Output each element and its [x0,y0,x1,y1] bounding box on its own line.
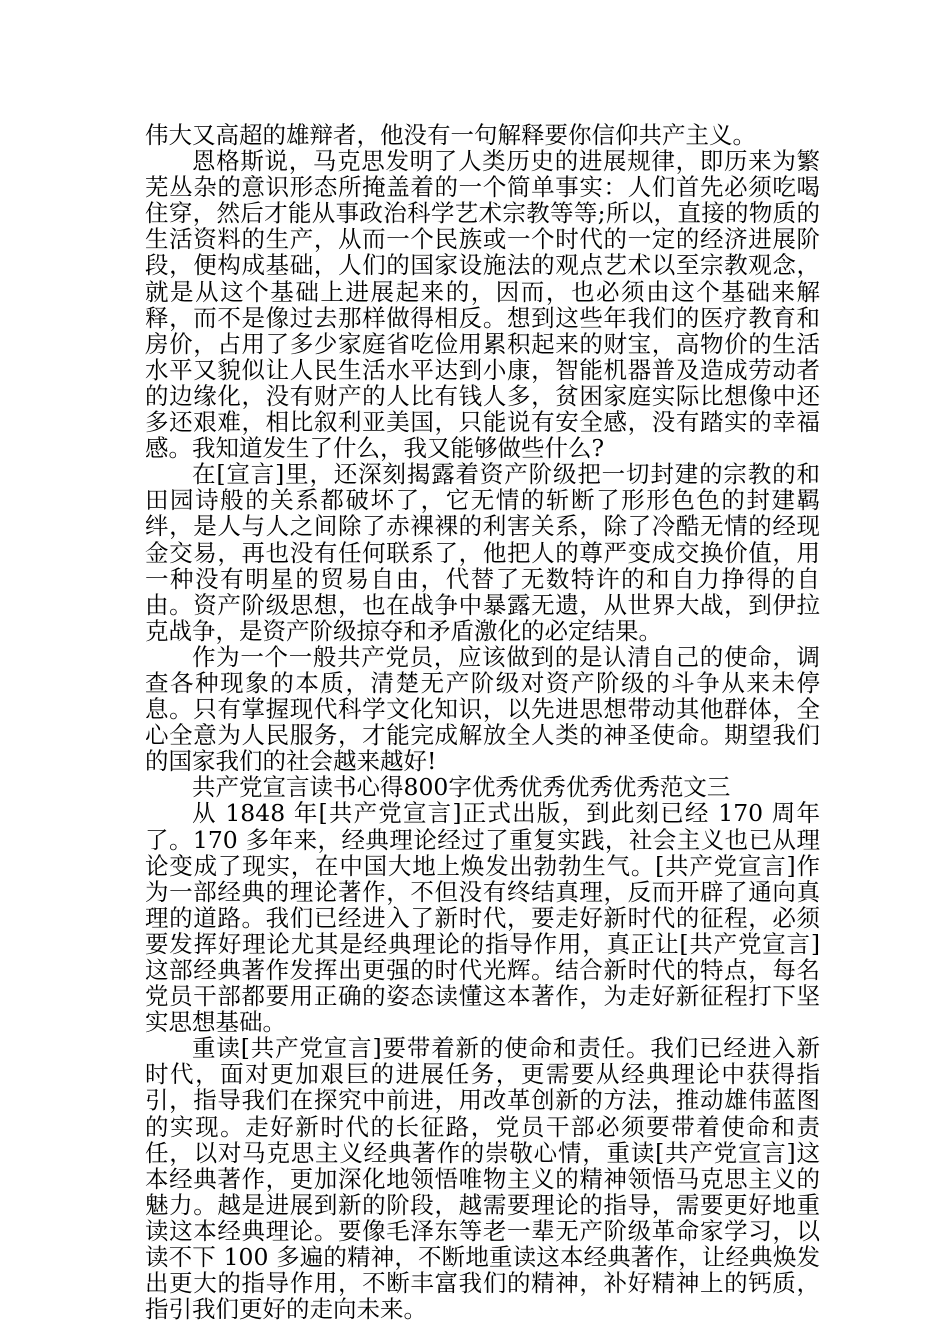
paragraph-5: 从 1848 年[共产党宣言]正式出版，到此刻已经 170 周年了。170 多年来，经典理论经过了重复实践，社会主义也已从理论变成了现实，在中国大地上焕发出勃勃生气。[共产党宣言]作为一部经典的理论著作，不但没有终结真理，反而开辟了通向真理的道路。我们已经进入了新时代，要走好新时代的征程，必须要发挥好理论尤其是经典理论的指导作用，真正让[共产党宣言]这部经典著作发挥出更强的时代光辉。结合新时代的特点，每名党员干部都要用正确的姿态读懂这本著作，为走好新征程打下坚实思想基础。 [145,799,820,1037]
section-title: 共产党宣言读书心得800字优秀优秀优秀优秀范文三 [192,773,731,802]
paragraph-3: 在[宣言]里，还深刻揭露着资产阶级把一切封建的宗教的和田园诗般的关系都破坏了，它无情的斩断了形形色色的封建羁绊，是人与人之间除了赤裸裸的利害关系，除了冷酷无情的经现金交易，再也没有任何联系了，他把人的尊严变成交换价值，用一种没有明星的贸易自由，代替了无数特许的和自力挣得的自由。资产阶级思想，也在战争中暴露无遗，从世界大战，到伊拉克战争，是资产阶级掠夺和矛盾激化的必定结果。 [145,460,820,645]
document-page [145,122,820,1322]
paragraph-1: 伟大又高超的雄辩者，他没有一句解释要你信仰共产主义。 [145,121,756,149]
paragraph-6: 重读[共产党宣言]要带着新的使命和责任。我们已经进入新时代，面对更加艰巨的进展任务，更需要从经典理论中获得指引，指导我们在探究中前进，用改革创新的方法，推动雄伟蓝图的实现。走好新时代的长征路，党员干部必须要带着使命和责任，以对马克思主义经典著作的崇敬心情，重读[共产党宣言]这本经典著作，更加深化地领悟唯物主义的精神领悟马克思主义的魅力。越是进展到新的阶段，越需要理论的指导，需要更好地重读这本经典理论。要像毛泽东等老一辈无产阶级革命家学习，以读不下 100 多遍的精神，不断地重读这本经典著作，让经典焕发出更大的指导作用，不断丰富我们的精神，补好精神上的钙质，指引我们更好的走向未来。 [145,1034,820,1324]
paragraph-4: 作为一个一般共产党员，应该做到的是认清自己的使命，调查各种现象的本质，清楚无产阶级对资产阶级的斗争从来未停息。只有掌握现代科学文化知识，以先进思想带动其他群体，全心全意为人民服务，才能完成解放全人类的神圣使命。期望我们的国家我们的社会越来越好! [145,642,820,776]
paragraph-2: 恩格斯说，马克思发明了人类历史的进展规律，即历来为繁芜丛杂的意识形态所掩盖着的一个简单事实：人们首先必须吃喝住穿，然后才能从事政治科学艺术宗教等等;所以，直接的物质的生活资料的生产，从而一个民族或一个时代的一定的经济进展阶段，便构成基础，人们的国家设施法的观点艺术以至宗教观念，就是从这个基础上进展起来的，因而，也必须由这个基础来解释，而不是像过去那样做得相反。想到这些年我们的医疗教育和房价，占用了多少家庭省吃俭用累积起来的财宝，高物价的生活水平又貌似让人民生活水平达到小康，智能机器普及造成劳动者的边缘化，没有财产的人比有钱人多，贫困家庭实际比想像中还多还艰难，相比叙利亚美国，只能说有安全感，没有踏实的幸福感。我知道发生了什么，我又能够做些什么? [145,147,820,463]
